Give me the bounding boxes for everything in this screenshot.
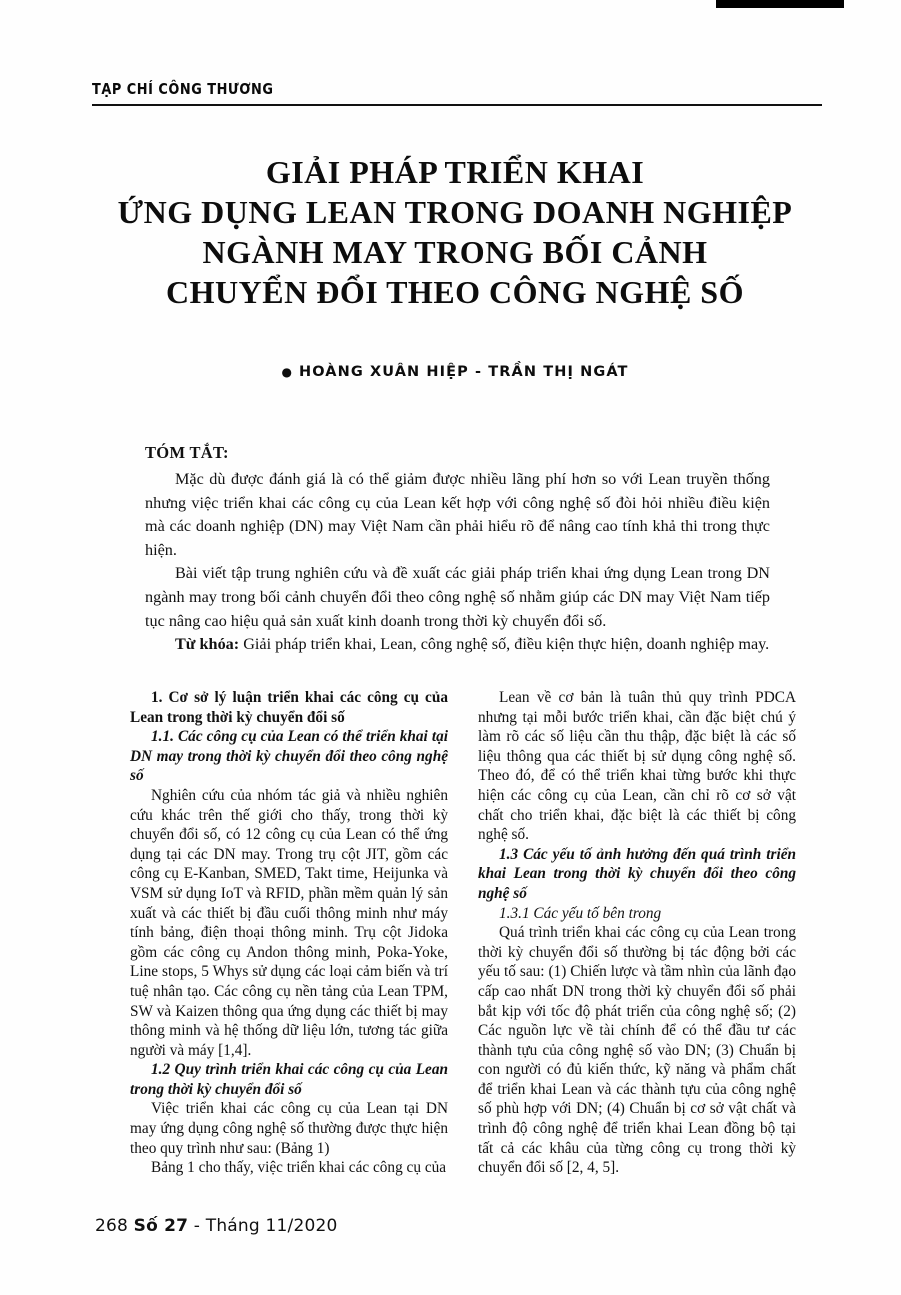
title-line-2: ỨNG DỤNG LEAN TRONG DOANH NGHIỆP: [117, 194, 793, 230]
title-line-3: NGÀNH MAY TRONG BỐI CẢNH: [202, 234, 708, 270]
abstract-paragraph-1: Mặc dù được đánh giá là có thể giảm được nhiều lãng phí hơn so với Lean truyền thống nhưng việc triển khai các công cụ của Lean kết hợp với công nghệ số đòi hỏi nhiều điều kiện mà các doanh nghiệp (DN) may Việt Nam cần phải hiểu rõ để nâng cao tính khả thi trong thực hiện.: [145, 470, 770, 559]
keywords-label: Từ khóa:: [175, 635, 240, 654]
body-columns: [130, 688, 810, 1188]
author-names: HOÀNG XUÂN HIỆP - TRẦN THỊ NGÁT: [299, 364, 629, 380]
page-corner-marker: [716, 0, 844, 8]
abstract-paragraph-2: Bài viết tập trung nghiên cứu và đề xuất các giải pháp triển khai ứng dụng Lean trong DN ngành may trong bối cảnh chuyển đổi theo công nghệ số nhằm giúp các DN may Việt Nam tiếp tục nâng cao hiệu quả sản xuất kinh doanh trong thời kỳ chuyển đổi số.: [145, 564, 770, 630]
left-paragraph-3: Bảng 1 cho thấy, việc triển khai các công cụ của: [151, 1159, 447, 1177]
author-byline: [60, 364, 850, 380]
footer-date: Tháng 11/2020: [205, 1216, 338, 1236]
title-line-1: GIẢI PHÁP TRIỂN KHAI: [265, 154, 645, 190]
right-paragraph-2: Quá trình triển khai các công cụ của Lean trong thời kỳ chuyển đổi số thường bị tác động bởi các yếu tố sau: (1) Chiến lược và tầm nhìn của lãnh đạo cấp cao nhất DN trong thời kỳ chuyển đổi số phải bắt kịp với tốc độ phát triển của công nghệ số; (2) Các nguồn lực về tài chính để có thể đầu tư các thành tựu của công nghệ số vào DN; (3) Chuẩn bị con người có đủ kiến thức, kỹ năng và phẩm chất để triển khai Lean và các thành tựu của công nghệ số phù hợp với DN; (4) Chuẩn bị cơ sở vật chất và trình độ công nghệ để triển khai Lean đồng bộ tại tất cả các khâu của từng công cụ trong thời kỳ chuyển đổi số [2, 4, 5].: [478, 924, 796, 1177]
footer-separator: -: [193, 1216, 201, 1236]
keywords-line: [145, 633, 770, 657]
footer-page-number: 268: [95, 1216, 129, 1236]
title-line-4: CHUYỂN ĐỔI THEO CÔNG NGHỆ SỐ: [166, 274, 744, 310]
left-paragraph-1: Nghiên cứu của nhóm tác giả và nhiều nghiên cứu khác trên thế giới cho thấy, trong thời kỳ chuyển đổi số, có 12 công cụ của Lean có thể ứng dụng tại các DN may. Trong trụ cột JIT, gồm các công cụ E-Kanban, SMED, Takt time, Heijunka và VSM sử dụng IoT và RFID, phần mềm quản lý sản xuất và các thiết bị đầu cuối thông minh như máy tính bảng, điện thoại thông minh. Trụ cột Jidoka gồm các công cụ Andon thông minh, Poka-Yoke, Line stops, 5 Whys sử dụng các loại cảm biến và trí tuệ nhân tạo. Các công cụ nền tảng của Lean TPM, SW và Kaizen thông qua ứng dụng các thiết bị may thông minh và hệ thống dữ liệu lớn, tương tác giữa người và máy [1,4].: [130, 786, 448, 1059]
page-footer: [95, 1216, 338, 1236]
masthead-divider: [92, 104, 822, 106]
right-paragraph-1: Lean về cơ bản là tuân thủ quy trình PDCA nhưng tại mỗi bước triển khai, cần đặc biệt chú ý làm rõ các số liệu cần thu thập, đặc biệt là các số liệu thông qua các thiết bị sử dụng công nghệ số. Theo đó, để có thể triển khai từng bước khi thực hiện các công cụ của Lean, cần chỉ rõ cơ sở vật chất cho triển khai, đặc biệt là các thiết bị công nghệ số.: [478, 689, 796, 844]
heading-section-1: 1. Cơ sở lý luận triển khai các công cụ của Lean trong thời kỳ chuyển đổi số: [130, 689, 448, 726]
heading-section-1-1: 1.1. Các công cụ của Lean có thể triển khai tại DN may trong thời kỳ chuyển đổi theo công nghệ số: [130, 728, 448, 785]
left-paragraph-2: Việc triển khai các công cụ của Lean tại DN may ứng dụng công nghệ số thường được thực hiện theo quy trình như sau: (Bảng 1): [130, 1100, 448, 1157]
bullet-icon: ●: [281, 365, 294, 379]
right-column: [478, 688, 796, 1178]
left-column: [130, 688, 448, 1178]
keywords-value: Giải pháp triển khai, Lean, công nghệ số, điều kiện thực hiện, doanh nghiệp may.: [243, 635, 770, 654]
heading-section-1-3-1: 1.3.1 Các yếu tố bên trong: [499, 904, 662, 922]
abstract-section: [145, 443, 770, 657]
heading-section-1-2: 1.2 Quy trình triển khai các công cụ của Lean trong thời kỳ chuyển đổi số: [130, 1061, 448, 1098]
page-title: [60, 152, 850, 312]
footer-issue: Số 27: [133, 1216, 189, 1236]
masthead: [92, 80, 822, 106]
masthead-title: TẠP CHÍ CÔNG THƯƠNG: [92, 80, 274, 98]
abstract-heading: TÓM TẮT:: [145, 443, 229, 462]
heading-section-1-3: 1.3 Các yếu tố ảnh hưởng đến quá trình triển khai Lean trong thời kỳ chuyển đổi theo công nghệ số: [478, 845, 796, 902]
